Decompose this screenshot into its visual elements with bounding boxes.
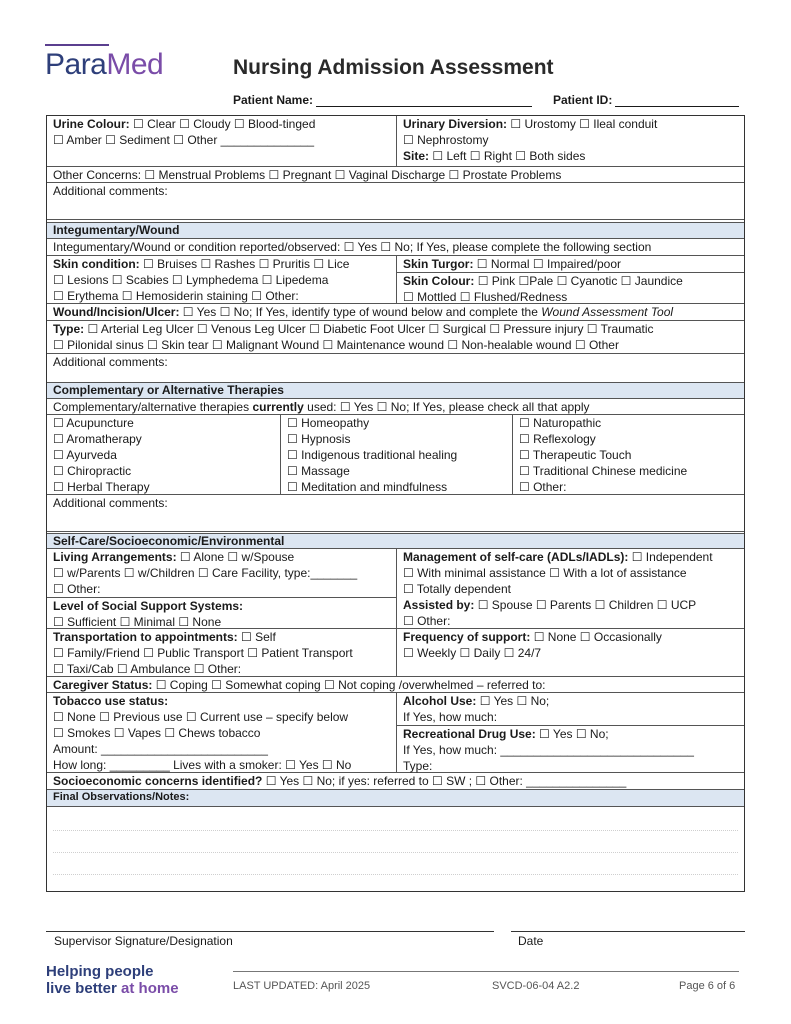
- wound-label: Wound/Incision/Ulcer:: [53, 305, 180, 319]
- drug-type[interactable]: Type:: [403, 759, 433, 773]
- logo-med: Med: [106, 48, 164, 81]
- skin-condition-options-2[interactable]: ☐ Lesions ☐ Scabies ☐ Lymphedema ☐ Lipedema: [53, 273, 329, 287]
- patient-id-field[interactable]: [553, 93, 739, 107]
- integumentary-comments-row: [47, 354, 744, 383]
- therapy-aromatherapy[interactable]: ☐ Aromatherapy: [53, 432, 142, 446]
- therapy-naturopathic[interactable]: ☐ Naturopathic: [519, 416, 602, 430]
- therapy-ayurveda[interactable]: ☐ Ayurveda: [53, 448, 117, 462]
- other-concerns[interactable]: Other Concerns: ☐ Menstrual Problems ☐ Pregnant ☐ Vaginal Discharge ☐ Prostate Problems: [53, 168, 562, 182]
- tobacco-amount[interactable]: Amount: _________________________: [53, 742, 268, 756]
- therapy-hypnosis[interactable]: ☐ Hypnosis: [287, 432, 351, 446]
- therapies-comments-row: [47, 495, 744, 532]
- caregiver-options[interactable]: ☐ Coping ☐ Somewhat coping ☐ Not coping /overwhelmed – referred to:: [155, 678, 546, 692]
- therapy-homeopathy[interactable]: ☐ Homeopathy: [287, 416, 370, 430]
- notes-line-2: [53, 831, 738, 853]
- integumentary-header: Integumentary/Wound: [47, 223, 744, 238]
- drug-label: Recreational Drug Use:: [403, 727, 536, 741]
- integumentary-additional-comments[interactable]: Additional comments:: [53, 355, 168, 369]
- drug-how-much[interactable]: If Yes, how much: _____________________________: [403, 743, 694, 757]
- support-options[interactable]: ☐ Sufficient ☐ Minimal ☐ None: [53, 615, 222, 629]
- support-label: Level of Social Support Systems:: [53, 599, 244, 613]
- therapies-header-row: [47, 383, 744, 399]
- notes-line-1: [53, 809, 738, 831]
- mgmt-options-1[interactable]: ☐ Independent: [631, 550, 713, 564]
- skin-colour-label: Skin Colour:: [403, 274, 475, 288]
- wound-tool-name: Wound Assessment Tool: [541, 305, 674, 319]
- site-options[interactable]: ☐ Left ☐ Right ☐ Both sides: [432, 149, 586, 163]
- urinary-diversion-options-1[interactable]: ☐ Urostomy ☐ Ileal conduit: [510, 117, 658, 131]
- patient-name-label: Patient Name:: [233, 93, 314, 107]
- frequency-label: Frequency of support:: [403, 630, 531, 644]
- integumentary-header-row: [47, 222, 744, 239]
- selfcare-header: Self-Care/Socioeconomic/Environmental: [47, 534, 744, 548]
- therapies-additional-comments[interactable]: Additional comments:: [53, 496, 168, 510]
- footer-rule: [233, 971, 739, 972]
- therapies-question-currently: currently: [252, 400, 304, 414]
- wound-type-label: Type:: [53, 322, 85, 336]
- wound-type-cell: [47, 321, 744, 353]
- assessment-form: [46, 115, 745, 892]
- skin-turgor-label: Skin Turgor:: [403, 257, 474, 271]
- therapies-column-1: [47, 415, 280, 494]
- urine-colour-cell: [47, 116, 396, 166]
- paramed-logo: [45, 44, 185, 80]
- therapies-column-3: [512, 415, 744, 494]
- caregiver-label: Caregiver Status:: [53, 678, 153, 692]
- selfcare-header-row: [47, 533, 744, 549]
- mgmt-options-3[interactable]: ☐ Totally dependent: [403, 582, 511, 596]
- mgmt-label: Management of self-care (ADLs/IADLs):: [403, 550, 629, 564]
- wound-row: [47, 304, 744, 321]
- assisted-label: Assisted by:: [403, 598, 475, 612]
- urine-colour-label: Urine Colour:: [53, 117, 130, 131]
- wound-options[interactable]: ☐ Yes ☐ No; If Yes, identify type of wound below and complete the: [182, 305, 538, 319]
- page-number: Page 6 of 6: [679, 980, 736, 992]
- urine-row: [47, 116, 744, 167]
- transport-frequency-row: [47, 629, 744, 677]
- therapy-reflexology[interactable]: ☐ Reflexology: [519, 432, 596, 446]
- therapy-acupuncture[interactable]: ☐ Acupuncture: [53, 416, 134, 430]
- skin-turgor-options[interactable]: ☐ Normal ☐ Impaired/poor: [476, 257, 622, 271]
- socio-row: [47, 773, 744, 790]
- transport-options-2[interactable]: ☐ Family/Friend ☐ Public Transport ☐ Patient Transport: [53, 646, 353, 660]
- tobacco-alcohol-row: [47, 693, 744, 773]
- therapy-indigenous[interactable]: ☐ Indigenous traditional healing: [287, 448, 458, 462]
- therapy-chiropractic[interactable]: ☐ Chiropractic: [53, 464, 132, 478]
- skin-condition-label: Skin condition:: [53, 257, 140, 271]
- alcohol-how-much[interactable]: If Yes, how much:: [403, 710, 498, 724]
- transport-cell: [47, 629, 396, 676]
- frequency-options-1[interactable]: ☐ None ☐ Occasionally: [533, 630, 662, 644]
- tobacco-label: Tobacco use status:: [53, 694, 169, 708]
- therapy-herbal[interactable]: ☐ Herbal Therapy: [53, 480, 150, 494]
- therapies-column-2: [280, 415, 512, 494]
- urine-comments-row: [47, 183, 744, 220]
- skin-turgor-colour-cell: [396, 256, 744, 303]
- final-notes-area[interactable]: [47, 807, 744, 892]
- integumentary-reported-row: [47, 239, 744, 256]
- frequency-options-2[interactable]: ☐ Weekly ☐ Daily ☐ 24/7: [403, 646, 542, 660]
- wound-type-row: [47, 321, 744, 354]
- tagline: [46, 963, 179, 997]
- supervisor-signature-line[interactable]: [46, 931, 494, 932]
- document-title: Nursing Admission Assessment: [233, 56, 554, 79]
- living-options-1[interactable]: ☐ Alone ☐ w/Spouse: [179, 550, 295, 564]
- site-label: Site:: [403, 149, 430, 163]
- tobacco-options-1[interactable]: ☐ None ☐ Previous use ☐ Current use – specify below: [53, 710, 349, 724]
- alcohol-label: Alcohol Use:: [403, 694, 477, 708]
- final-notes-header: Final Observations/Notes:: [47, 790, 744, 806]
- last-updated: LAST UPDATED: April 2025: [233, 980, 371, 992]
- therapy-chinese-medicine[interactable]: ☐ Traditional Chinese medicine: [519, 464, 688, 478]
- therapy-other[interactable]: ☐ Other:: [519, 480, 567, 494]
- therapy-massage[interactable]: ☐ Massage: [287, 464, 350, 478]
- therapies-header: Complementary or Alternative Therapies: [47, 383, 744, 398]
- other-concerns-row: [47, 167, 744, 183]
- skin-colour-options-1[interactable]: ☐ Pink ☐Pale ☐ Cyanotic ☐ Jaundice: [477, 274, 683, 288]
- patient-name-blank[interactable]: [316, 94, 532, 107]
- skin-condition-options-1[interactable]: ☐ Bruises ☐ Rashes ☐ Pruritis ☐ Lice: [143, 257, 350, 271]
- therapies-options-row: [47, 415, 744, 495]
- living-options-2[interactable]: ☐ w/Parents ☐ w/Children ☐ Care Facility, type:_______: [53, 566, 358, 580]
- tagline-line-2a: live better: [46, 980, 117, 997]
- living-label: Living Arrangements:: [53, 550, 177, 564]
- living-support-cell: [47, 549, 396, 628]
- drug-options[interactable]: ☐ Yes ☐ No;: [539, 727, 609, 741]
- frequency-cell: [396, 629, 744, 676]
- alcohol-drug-cell: [396, 693, 744, 772]
- caregiver-row: [47, 677, 744, 693]
- wound-type-options-2[interactable]: ☐ Pilonidal sinus ☐ Skin tear ☐ Malignant Wound ☐ Maintenance wound ☐ Non-healable wound ☐ Other: [53, 338, 619, 352]
- urine-colour-options-2[interactable]: ☐ Amber ☐ Sediment ☐ Other ______________: [53, 133, 315, 147]
- logo-para: Para: [45, 48, 107, 81]
- final-notes-header-row: [47, 790, 744, 807]
- therapies-question-pre: Complementary/alternative therapies: [53, 400, 250, 414]
- assisted-options-1[interactable]: ☐ Spouse ☐ Parents ☐ Children ☐ UCP: [477, 598, 697, 612]
- urine-additional-comments[interactable]: Additional comments:: [53, 184, 168, 198]
- transport-options-1[interactable]: ☐ Self: [241, 630, 276, 644]
- skin-condition-cell: [47, 256, 396, 303]
- therapy-therapeutic-touch[interactable]: ☐ Therapeutic Touch: [519, 448, 632, 462]
- document-code: SVCD-06-04 A2.2: [492, 980, 580, 992]
- socio-label: Socioeconomic concerns identified?: [53, 774, 263, 788]
- skin-colour-options-2[interactable]: ☐ Mottled ☐ Flushed/Redness: [403, 290, 568, 304]
- skin-condition-options-3[interactable]: ☐ Erythema ☐ Hemosiderin staining ☐ Other:: [53, 289, 299, 303]
- socio-options[interactable]: ☐ Yes ☐ No; if yes: referred to ☐ SW ; ☐ Other: _______________: [265, 774, 627, 788]
- tagline-line-1: Helping people: [46, 963, 154, 980]
- date-label: Date: [518, 934, 544, 948]
- therapy-meditation[interactable]: ☐ Meditation and mindfulness: [287, 480, 448, 494]
- therapies-question-options[interactable]: used: ☐ Yes ☐ No; If Yes, please check all that apply: [307, 400, 590, 414]
- tobacco-cell: [47, 693, 396, 772]
- living-mgmt-row: [47, 549, 744, 629]
- wound-type-options-1[interactable]: ☐ Arterial Leg Ulcer ☐ Venous Leg Ulcer ☐ Diabetic Foot Ulcer ☐ Surgical ☐ Pressure injury ☐ Traumatic: [87, 322, 654, 336]
- assisted-options-2[interactable]: ☐ Other:: [403, 614, 451, 628]
- therapies-question-row: [47, 399, 744, 415]
- date-line[interactable]: [511, 931, 745, 932]
- patient-id-label: Patient ID:: [553, 93, 613, 107]
- tobacco-options-2[interactable]: ☐ Smokes ☐ Vapes ☐ Chews tobacco: [53, 726, 261, 740]
- mgmt-assisted-cell: [396, 549, 744, 628]
- urine-colour-options-1[interactable]: ☐ Clear ☐ Cloudy ☐ Blood-tinged: [133, 117, 316, 131]
- tobacco-how-long[interactable]: How long: _________ Lives with a smoker: ☐ Yes ☐ No: [53, 758, 352, 772]
- transport-options-3[interactable]: ☐ Taxi/Cab ☐ Ambulance ☐ Other:: [53, 662, 242, 676]
- integumentary-reported[interactable]: Integumentary/Wound or condition reported/observed: ☐ Yes ☐ No; If Yes, please complete the following section: [53, 240, 652, 254]
- transport-label: Transportation to appointments:: [53, 630, 238, 644]
- mgmt-options-2[interactable]: ☐ With minimal assistance ☐ With a lot of assistance: [403, 566, 687, 580]
- urinary-diversion-cell: [396, 116, 744, 166]
- tagline-line-2b: at home: [121, 980, 179, 997]
- alcohol-options[interactable]: ☐ Yes ☐ No;: [479, 694, 550, 708]
- urinary-diversion-options-2[interactable]: ☐ Nephrostomy: [403, 133, 489, 147]
- living-options-3[interactable]: ☐ Other:: [53, 582, 101, 596]
- urinary-diversion-label: Urinary Diversion:: [403, 117, 508, 131]
- notes-line-3: [53, 853, 738, 875]
- logo-text: [45, 50, 185, 80]
- patient-name-field[interactable]: [233, 93, 532, 107]
- patient-id-blank[interactable]: [615, 94, 739, 107]
- skin-row: [47, 256, 744, 304]
- supervisor-signature-label: Supervisor Signature/Designation: [54, 934, 233, 948]
- logo-accent-line: [45, 44, 109, 46]
